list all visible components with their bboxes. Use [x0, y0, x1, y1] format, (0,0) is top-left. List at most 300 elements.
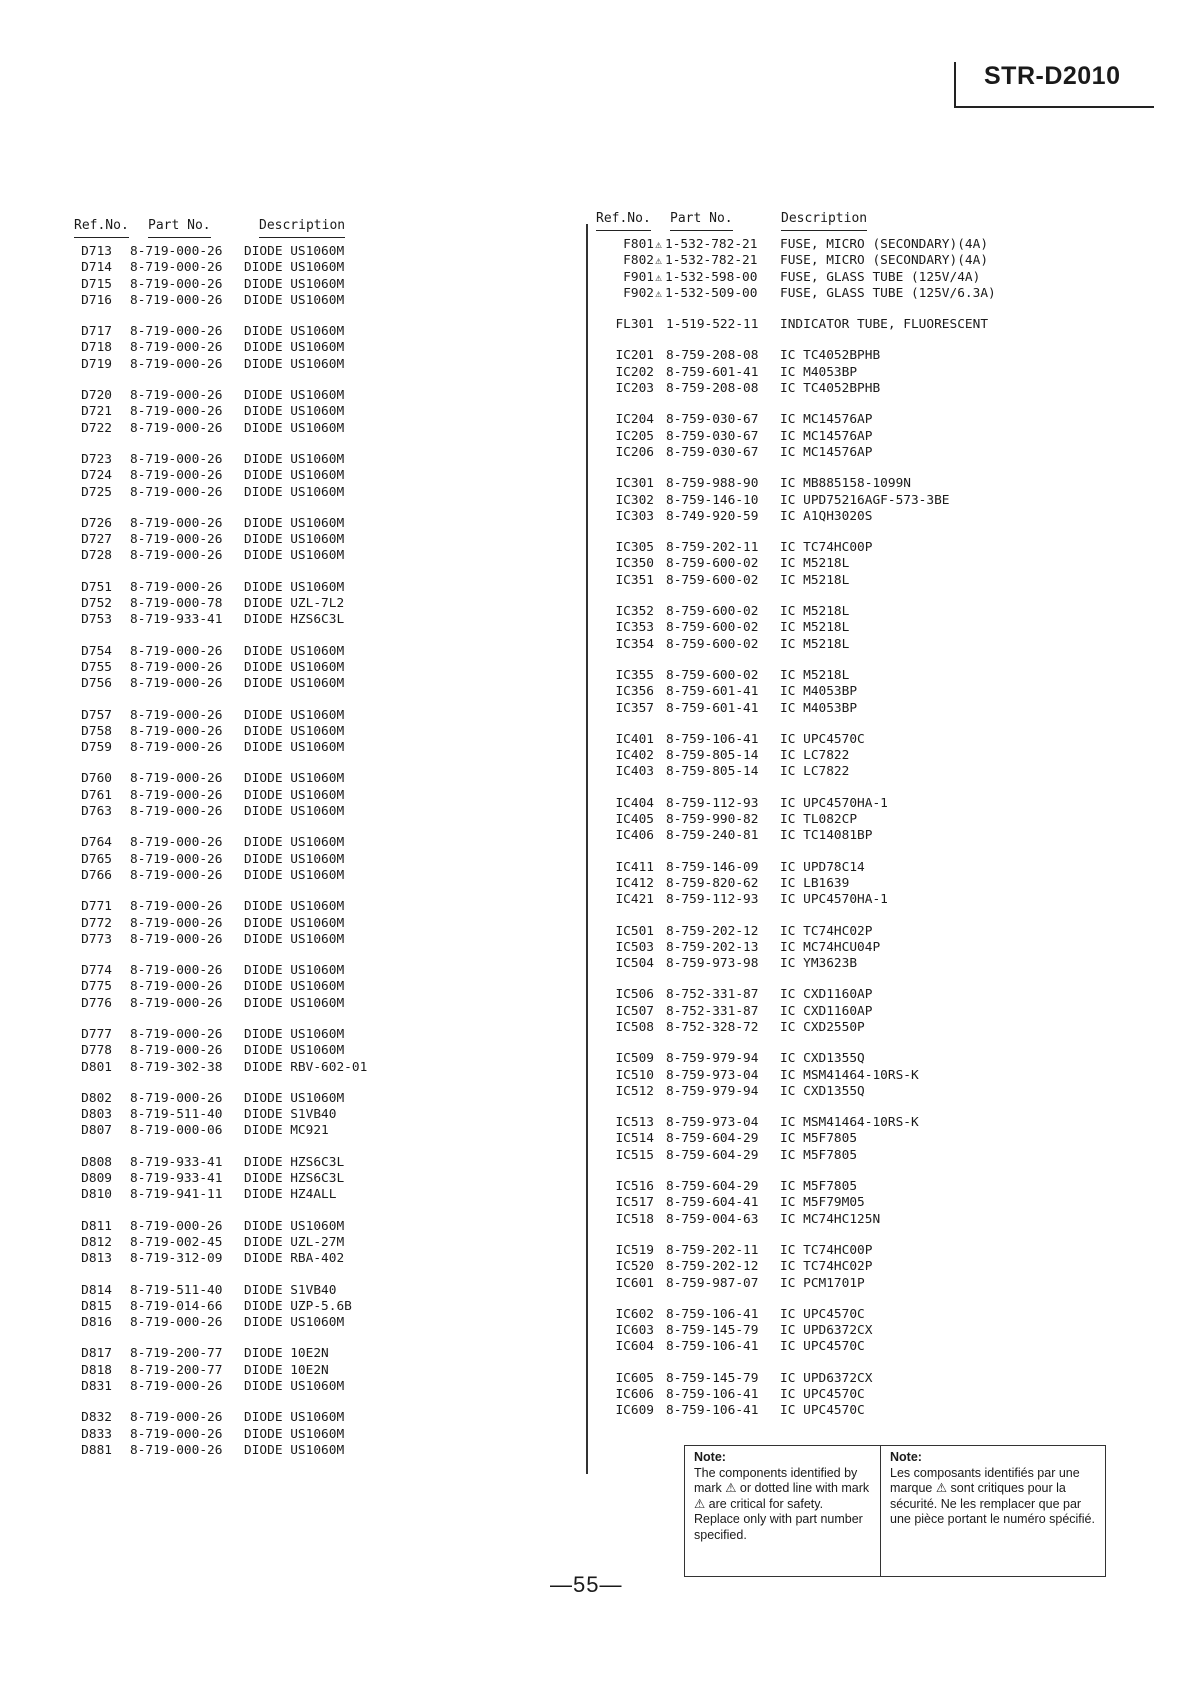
description: DIODE US1060M	[244, 995, 345, 1011]
ref-no: D812	[81, 1234, 112, 1250]
description: IC M5218L	[780, 636, 850, 652]
part-row	[74, 1107, 514, 1123]
part-row	[74, 596, 514, 612]
part-row	[596, 684, 1136, 700]
ref-no: D803	[81, 1107, 112, 1123]
ref-no: IC515	[615, 1147, 654, 1163]
part-group	[74, 835, 514, 884]
description: IC M5218L	[780, 572, 850, 588]
part-no: 8-719-000-26	[130, 804, 223, 820]
part-row	[596, 476, 1136, 492]
part-no: 8-749-920-59	[666, 508, 759, 524]
part-no: 8-759-202-11	[666, 1242, 759, 1258]
description: DIODE US1060M	[244, 404, 345, 420]
ref-no: IC602	[615, 1306, 654, 1322]
part-no: ⚠ 1-532-782-21	[652, 253, 780, 269]
page-number: —55—	[550, 1572, 623, 1597]
part-group	[74, 1155, 514, 1204]
note-text: The components identified by mark ⚠ or dotted line with mark ⚠ are critical for safety. Replace only with part number specified.	[694, 1465, 870, 1542]
ref-no: D724	[81, 468, 112, 484]
description: IC UPC4570HA-1	[780, 892, 888, 908]
ref-no: D725	[81, 484, 112, 500]
part-row	[596, 1004, 1136, 1020]
ref-no: IC411	[615, 859, 654, 875]
ref-no: D832	[81, 1410, 112, 1426]
part-no: 8-719-200-77	[130, 1362, 223, 1378]
part-row	[596, 701, 1136, 717]
description: IC CXD1160AP	[780, 987, 873, 1003]
part-no: 8-759-030-67	[666, 444, 759, 460]
ref-no: IC504	[615, 956, 654, 972]
part-row	[74, 485, 514, 501]
part-row	[74, 260, 514, 276]
description: DIODE RBV-602-01	[244, 1059, 368, 1075]
part-no: 8-719-000-26	[130, 324, 223, 340]
ref-no: IC351	[615, 572, 654, 588]
ref-no: IC201	[615, 348, 654, 364]
ref-no: D726	[81, 515, 112, 531]
part-row	[74, 1235, 514, 1251]
description: DIODE MC921	[244, 1123, 329, 1139]
ref-no: IC303	[615, 508, 654, 524]
ref-no: IC421	[615, 892, 654, 908]
ref-no: IC609	[615, 1403, 654, 1419]
description: FUSE, GLASS TUBE (125V/4A)	[780, 269, 981, 285]
ref-no: IC605	[615, 1370, 654, 1386]
description: DIODE HZS6C3L	[244, 1154, 345, 1170]
description: DIODE US1060M	[244, 356, 345, 372]
ref-no: D763	[81, 804, 112, 820]
ref-no: D801	[81, 1059, 112, 1075]
part-row	[596, 620, 1136, 636]
part-row	[596, 1403, 1136, 1419]
ref-no: IC510	[615, 1067, 654, 1083]
ref-no: D760	[81, 771, 112, 787]
part-row	[74, 388, 514, 404]
part-group	[74, 1027, 514, 1076]
part-row	[74, 1187, 514, 1203]
part-row	[74, 708, 514, 724]
part-no: 8-759-805-14	[666, 748, 759, 764]
part-no: 8-759-146-10	[666, 492, 759, 508]
part-no: 8-759-601-41	[666, 684, 759, 700]
description: DIODE US1060M	[244, 740, 345, 756]
description: IC CXD1160AP	[780, 1003, 873, 1019]
description: DIODE US1060M	[244, 851, 345, 867]
part-row	[74, 1251, 514, 1267]
ref-no: D718	[81, 340, 112, 356]
part-row	[74, 452, 514, 468]
ref-no: IC606	[615, 1387, 654, 1403]
part-no: 8-759-805-14	[666, 764, 759, 780]
part-row	[74, 1027, 514, 1043]
ref-no: IC512	[615, 1083, 654, 1099]
part-row	[596, 1212, 1136, 1228]
part-row	[596, 1387, 1136, 1403]
description: IC M5218L	[780, 556, 850, 572]
safety-note-english	[685, 1446, 881, 1576]
part-no-header: Part No.	[148, 218, 211, 233]
part-row	[74, 277, 514, 293]
part-row	[74, 244, 514, 260]
part-group	[74, 1219, 514, 1268]
ref-no: IC354	[615, 636, 654, 652]
part-row	[74, 1379, 514, 1395]
part-row	[596, 1115, 1136, 1131]
ref-no: IC514	[615, 1131, 654, 1147]
part-no: 8-719-000-26	[130, 532, 223, 548]
part-row	[74, 660, 514, 676]
part-no: 8-759-601-41	[666, 700, 759, 716]
description: DIODE US1060M	[244, 1218, 345, 1234]
description: DIODE US1060M	[244, 867, 345, 883]
ref-no: D764	[81, 835, 112, 851]
part-group	[596, 317, 1136, 333]
part-row	[74, 1091, 514, 1107]
ref-no: IC404	[615, 795, 654, 811]
safety-note-french	[881, 1446, 1105, 1576]
part-row	[74, 1299, 514, 1315]
part-group	[74, 1283, 514, 1332]
ref-no: D814	[81, 1282, 112, 1298]
ref-no: F801	[623, 237, 654, 252]
description: IC TC74HC00P	[780, 1242, 873, 1258]
part-row	[596, 828, 1136, 844]
safety-critical-icon: ⚠	[655, 270, 662, 284]
description: IC MC74HC125N	[780, 1211, 881, 1227]
ref-no: D715	[81, 276, 112, 292]
part-no: 8-759-979-94	[666, 1051, 759, 1067]
description: IC CXD2550P	[780, 1019, 865, 1035]
part-no: 8-759-004-63	[666, 1211, 759, 1227]
ref-no: D802	[81, 1090, 112, 1106]
ref-no: D765	[81, 851, 112, 867]
description-header: Description	[781, 211, 868, 226]
part-row	[596, 732, 1136, 748]
part-row	[74, 1283, 514, 1299]
ref-no: IC507	[615, 1003, 654, 1019]
part-no-header: Part No.	[670, 211, 733, 226]
ref-no: IC402	[615, 748, 654, 764]
part-no: 8-759-146-09	[666, 859, 759, 875]
part-no: 8-759-145-79	[666, 1370, 759, 1386]
ref-no: D776	[81, 995, 112, 1011]
part-group	[596, 1115, 1136, 1164]
column-headers-left	[74, 218, 514, 244]
ref-no: D809	[81, 1171, 112, 1187]
part-no: 8-759-030-67	[666, 412, 759, 428]
ref-no: D778	[81, 1043, 112, 1059]
part-row	[74, 724, 514, 740]
description: FUSE, GLASS TUBE (125V/6.3A)	[780, 285, 996, 301]
part-row	[596, 1084, 1136, 1100]
ref-no: IC301	[615, 476, 654, 492]
part-group	[74, 1346, 514, 1395]
part-group	[74, 452, 514, 501]
description: DIODE RBA-402	[244, 1251, 345, 1267]
part-no: 8-719-933-41	[130, 1171, 223, 1187]
description: DIODE US1060M	[244, 676, 345, 692]
description: IC LC7822	[780, 748, 850, 764]
part-row	[74, 1219, 514, 1235]
description: IC TC74HC02P	[780, 923, 873, 939]
ref-no: IC401	[615, 731, 654, 747]
part-no: 8-719-511-40	[130, 1107, 223, 1123]
description: DIODE US1060M	[244, 468, 345, 484]
ref-no-header: Ref.No.	[74, 218, 129, 233]
note-title: Note:	[694, 1450, 726, 1464]
part-row	[596, 412, 1136, 428]
part-no: 8-719-000-26	[130, 931, 223, 947]
part-row	[596, 860, 1136, 876]
part-group	[596, 412, 1136, 461]
part-group	[596, 860, 1136, 909]
description: DIODE US1060M	[244, 484, 345, 500]
part-no: 8-752-328-72	[666, 1019, 759, 1035]
part-row	[596, 1068, 1136, 1084]
ref-no: D810	[81, 1187, 112, 1203]
part-no: ⚠ 1-532-509-00	[652, 286, 780, 302]
description: DIODE US1060M	[244, 276, 345, 292]
part-row	[74, 1346, 514, 1362]
description: DIODE US1060M	[244, 835, 345, 851]
description: IC YM3623B	[780, 956, 858, 972]
description: DIODE US1060M	[244, 771, 345, 787]
description: DIODE UZP-5.6B	[244, 1298, 352, 1314]
part-row	[74, 516, 514, 532]
description: DIODE US1060M	[244, 1426, 345, 1442]
description: IC M5218L	[780, 620, 850, 636]
description: IC M5F7805	[780, 1179, 858, 1195]
description: DIODE US1060M	[244, 451, 345, 467]
ref-no: D833	[81, 1426, 112, 1442]
part-no: ⚠ 1-532-782-21	[652, 237, 780, 253]
ref-no: D757	[81, 707, 112, 723]
part-no: 8-719-000-26	[130, 787, 223, 803]
part-no: 8-759-600-02	[666, 636, 759, 652]
part-group	[74, 580, 514, 629]
part-group	[74, 388, 514, 437]
part-row	[596, 956, 1136, 972]
part-row	[74, 1315, 514, 1331]
part-no: 8-719-000-26	[130, 643, 223, 659]
description: IC MSM41464-10RS-K	[780, 1115, 919, 1131]
part-group	[74, 644, 514, 693]
part-row	[74, 324, 514, 340]
description: IC UPD6372CX	[780, 1370, 873, 1386]
part-row	[596, 1179, 1136, 1195]
ref-no: D717	[81, 324, 112, 340]
description: DIODE UZL-27M	[244, 1234, 345, 1250]
part-no: 8-759-600-02	[666, 572, 759, 588]
ref-no: D753	[81, 612, 112, 628]
part-row	[74, 532, 514, 548]
part-no: 8-759-979-94	[666, 1083, 759, 1099]
ref-no: D816	[81, 1315, 112, 1331]
description: DIODE S1VB40	[244, 1282, 337, 1298]
part-group	[74, 1410, 514, 1459]
ref-no: D811	[81, 1218, 112, 1234]
part-row	[74, 963, 514, 979]
description: IC TC74HC02P	[780, 1259, 873, 1275]
ref-no: IC501	[615, 923, 654, 939]
part-no: 8-719-000-26	[130, 356, 223, 372]
part-row	[74, 676, 514, 692]
part-row	[74, 293, 514, 309]
part-row	[74, 1043, 514, 1059]
part-no: 8-719-933-41	[130, 1154, 223, 1170]
ref-no: IC518	[615, 1211, 654, 1227]
description: DIODE US1060M	[244, 515, 345, 531]
description: IC M4053BP	[780, 364, 858, 380]
part-no: 8-759-600-02	[666, 667, 759, 683]
part-group	[596, 604, 1136, 653]
part-row	[596, 1259, 1136, 1275]
part-row	[596, 1020, 1136, 1036]
part-no: 8-759-106-41	[666, 1387, 759, 1403]
part-no: 8-719-511-40	[130, 1282, 223, 1298]
safety-note	[684, 1445, 1106, 1577]
description: IC M5218L	[780, 604, 850, 620]
part-no: 8-719-000-26	[130, 579, 223, 595]
part-no: 8-719-000-26	[130, 835, 223, 851]
description: DIODE US1060M	[244, 579, 345, 595]
part-row	[74, 340, 514, 356]
part-group	[596, 237, 1136, 302]
ref-no: IC355	[615, 667, 654, 683]
part-row	[596, 1148, 1136, 1164]
description: IC MSM41464-10RS-K	[780, 1067, 919, 1083]
ref-no: F802	[623, 253, 654, 269]
ref-no: IC508	[615, 1019, 654, 1035]
description: IC MC14576AP	[780, 444, 873, 460]
part-row	[596, 509, 1136, 525]
part-row	[596, 1195, 1136, 1211]
part-no: 8-759-030-67	[666, 428, 759, 444]
part-no: 8-719-000-26	[130, 292, 223, 308]
part-row	[74, 804, 514, 820]
description: IC MC14576AP	[780, 428, 873, 444]
ref-no: D727	[81, 532, 112, 548]
part-row	[596, 348, 1136, 364]
ref-no: IC601	[615, 1275, 654, 1291]
part-no: 8-719-000-26	[130, 1315, 223, 1331]
part-no: 8-719-000-26	[130, 771, 223, 787]
description: DIODE US1060M	[244, 979, 345, 995]
ref-no: IC513	[615, 1115, 654, 1131]
description: DIODE US1060M	[244, 915, 345, 931]
note-title: Note:	[890, 1450, 922, 1464]
part-group	[74, 708, 514, 757]
description: DIODE US1060M	[244, 787, 345, 803]
part-no: 8-759-208-08	[666, 348, 759, 364]
ref-no: D721	[81, 404, 112, 420]
part-group	[74, 1091, 514, 1140]
part-group	[596, 732, 1136, 781]
ref-no: D881	[81, 1442, 112, 1458]
part-row	[596, 924, 1136, 940]
ref-no: IC302	[615, 492, 654, 508]
part-no: 8-759-106-41	[666, 1339, 759, 1355]
part-no: 8-719-000-26	[130, 388, 223, 404]
description: DIODE S1VB40	[244, 1107, 337, 1123]
part-no: 8-759-820-62	[666, 875, 759, 891]
description: IC LC7822	[780, 764, 850, 780]
ref-no: IC353	[615, 620, 654, 636]
description: IC TC4052BPHB	[780, 348, 881, 364]
part-no: 8-719-000-26	[130, 915, 223, 931]
part-no: 8-719-000-26	[130, 1026, 223, 1042]
part-no: 8-719-000-26	[130, 468, 223, 484]
ref-no: IC350	[615, 556, 654, 572]
description: IC CXD1355Q	[780, 1051, 865, 1067]
part-row	[74, 771, 514, 787]
part-no: 8-719-000-26	[130, 404, 223, 420]
part-group	[74, 516, 514, 565]
part-no: 8-719-000-26	[130, 340, 223, 356]
part-no: 8-759-202-13	[666, 939, 759, 955]
part-row	[596, 796, 1136, 812]
part-row	[74, 1410, 514, 1426]
part-row	[74, 357, 514, 373]
part-no: 8-719-000-26	[130, 260, 223, 276]
part-no: 8-719-000-26	[130, 963, 223, 979]
part-row	[596, 1131, 1136, 1147]
description: DIODE US1060M	[244, 931, 345, 947]
part-row	[596, 237, 1136, 253]
description: IC UPD78C14	[780, 859, 865, 875]
description: DIODE US1060M	[244, 532, 345, 548]
ref-no: IC503	[615, 939, 654, 955]
part-no: 8-759-145-79	[666, 1323, 759, 1339]
ref-no: D771	[81, 899, 112, 915]
part-no: 8-759-202-12	[666, 1259, 759, 1275]
description: DIODE US1060M	[244, 1026, 345, 1042]
ref-no: D831	[81, 1379, 112, 1395]
description: IC UPD75216AGF-573-3BE	[780, 492, 950, 508]
ref-no: IC603	[615, 1323, 654, 1339]
ref-no: D755	[81, 659, 112, 675]
part-no: 8-759-973-98	[666, 956, 759, 972]
part-no: 8-719-000-26	[130, 1090, 223, 1106]
part-group	[596, 924, 1136, 973]
part-no: 8-719-000-26	[130, 1442, 223, 1458]
description: DIODE US1060M	[244, 804, 345, 820]
ref-no: IC204	[615, 412, 654, 428]
description: IC M5F79M05	[780, 1195, 865, 1211]
ref-no: D756	[81, 676, 112, 692]
part-group	[74, 324, 514, 373]
part-group	[596, 1371, 1136, 1420]
description: IC A1QH3020S	[780, 508, 873, 524]
description: IC MC74HCU04P	[780, 939, 881, 955]
part-row	[596, 381, 1136, 397]
part-no: 8-719-000-26	[130, 707, 223, 723]
ref-no: IC356	[615, 684, 654, 700]
part-row	[74, 1123, 514, 1139]
description-header: Description	[259, 218, 346, 233]
safety-critical-icon: ⚠	[655, 238, 662, 251]
part-row	[596, 317, 1136, 333]
ref-no: D751	[81, 579, 112, 595]
part-row	[596, 764, 1136, 780]
ref-no: D722	[81, 420, 112, 436]
description: DIODE US1060M	[244, 643, 345, 659]
ref-no: D720	[81, 388, 112, 404]
description: DIODE US1060M	[244, 899, 345, 915]
description: IC MC14576AP	[780, 412, 873, 428]
part-no: 8-719-014-66	[130, 1298, 223, 1314]
